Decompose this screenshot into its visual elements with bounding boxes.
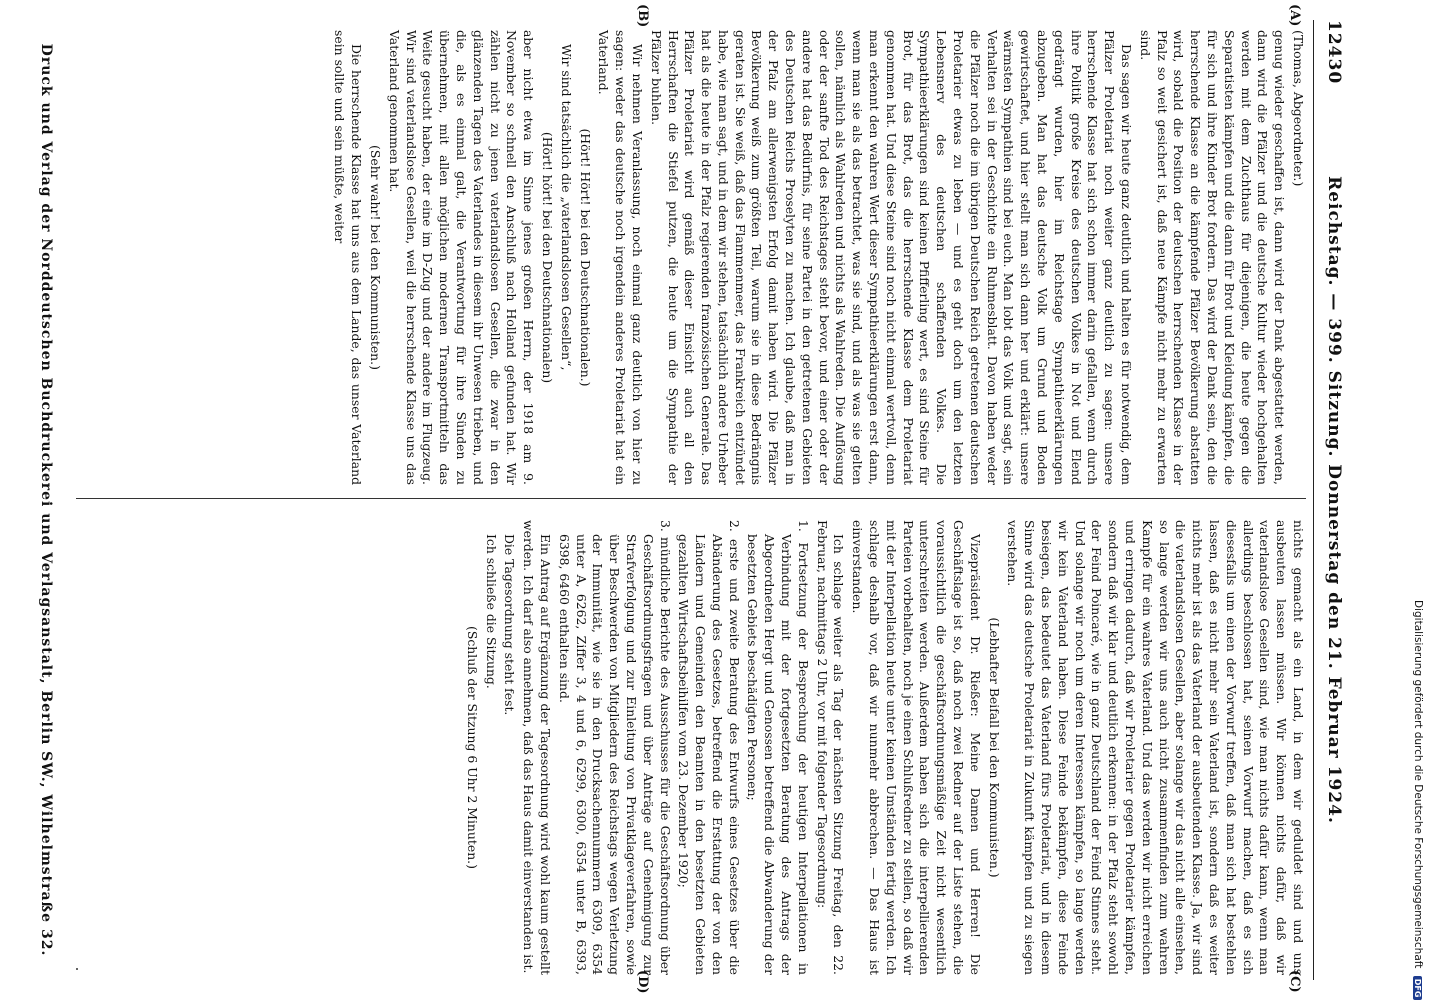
agenda-item: 1. Fortsetzung der Besprechung der heutigen Interpellationen in Verbindung mit der fortgesetzten Beratung des Antrags der Abgeordneten Hergt und Genossen betreffend die Abwanderung der besetzten Gebiets beschädigten Personen;: [745, 520, 811, 975]
paragraph: genug wieder geschaffen ist, dann wird der Dank abgestattet werden, dann wird die Pfälzer und die deutsche Kultur wieder hochgehalten werden mit dem Zuchthaus für diejenigen, die heute gegen die Separatisten kämpfen und die dann für Brot und Kleidung kämpfen, die für sich und ihre Kinder Brot fordern. Das wird der Dank sein, den die herrschende Klasse an die kämpfende Pfälzer Bevölkerung abstatten wird, sobald die Position der deutschen herrschenden Klasse in der Pfalz so weit gesichert ist, daß neue Kämpfe nicht mehr zu erwarten sind.: [1137, 30, 1288, 485]
page-number: 12430: [1324, 20, 1344, 85]
interjection: (Lebhafter Beifall bei den Kommunisten.): [986, 617, 1002, 878]
paragraph: Wir sind tatsächlich die „vaterlandslosen Gesellen“,: [558, 44, 574, 371]
paragraph: Ich schließe die Sitzung.: [483, 534, 499, 689]
agenda-item: 3. mündliche Berichte des Ausschusses für die Geschäftsordnung über Geschäftsordnungsfragen und über Anträge auf Genehmigung zur Strafverfolgung und zur Einleitung von Privatklageverfahren, sowie über Beschwerden von Mitgliedern des Reichstags wegen Verletzung der Immunität, wie sie in den Drucksachennummern 6309, 6354 unter A, 6262, Ziffer 3, 4 und 6, 6299, 6300, 6354 unter B, 6393, 6398, 6460 enthalten sind.: [556, 520, 673, 975]
paragraph: Ein Antrag auf Ergänzung der Tagesordnung wird wohl kaum gestellt werden. Ich darf also annehmen, daß das Haus damit einverstanden ist.: [521, 520, 553, 975]
paragraph: nichts gemacht als ein Land, in dem wir geduldet sind und uns ausbeuten lassen müssen. Wir können nichts dafür, daß wir vaterlandslose Gesellen sind, wie man nichts dafür kann, wenn man allerdings beschlossen hat, seinen Vorwurf machen, daß es sich diesesfalls um einen der Vorwurf treffen, daß man sich hat bestehlen lassen, daß es nicht mehr sein Vaterland ist, sondern daß es weiter nichts mehr ist als das Vaterland der ausbeutenden Klasse. Ja, wir sind die vaterlandslosen Gesellen, aber solange wir das nicht alle einsehen, so lange werden wir uns auch nicht zusammenfinden zum wahren Kampfe für ein wahres Vaterland. Und das werden wir nicht erreichen und erringen dadurch, daß wir Proletarier gegen Proletarier kämpfen, sondern daß wir klar und deutlich erkennen: in der Pfalz steht sowohl der Feind Poincaré, wie in ganz Deutschland der Feind Stinnes steht. Und solange wir noch um deren Interessen kämpfen, so lange werden wir kein Vaterland haben. Diese Feinde bekämpfen, diese Feinde besiegen, das bedeutet das Vaterland fürs Proletariat, und in diesem Sinne wird das deutsche Proletariat in Zukunft kämpfen und zu siegen verstehen.: [1005, 520, 1306, 975]
page-title: Reichstag. — 399. Sitzung. Donnerstag den 21. Februar 1924.: [1324, 176, 1344, 824]
page-header: [1318, 20, 1344, 980]
digitization-sidebar: [1408, 600, 1428, 998]
dfg-logo-icon: DFG: [1413, 976, 1422, 1000]
interjection: (Hört! Hört! bei den Deutschnationalen.): [577, 128, 593, 387]
header-rule: [1313, 20, 1314, 980]
left-column: [329, 30, 1306, 485]
paragraph: Die herrschende Klasse hat uns aus dem Lande, das unser Vaterland sein sollte und sein müßte, weiter: [332, 30, 365, 485]
paragraph: aber nicht etwa im Sinne jenes großen Herrn, der 1918 am 9. November so schnell den Anschluß nach Holland gefunden hat. Wir zählen nicht zu jenen vaterlandslosen Gesellen, die zwar in den glänzenden Tagen des Vaterlandes in diesem ihr Unwesen trieben, und die, als es einmal galt, die Verantwortung für ihre Sünden zu übernehmen, mit allen möglichen modernen Transportmitteln das Weite gesucht haben, der eine im D-Zug und der andere im Flugzeug. Wir sind vaterlandslose Gesellen, weil die herrschende Klasse uns das Vaterland genommen hat.: [386, 30, 537, 485]
paragraph: Das sagen wir heute ganz deutlich und halten es für notwendig, dem Pfälzer Proletariat noch weiter ganz deutlich zu sagen: unsere herrschende Klasse hat sich schon immer darin gefallen, wenn durch ihre Politik große Kreise des deutschen Volkes in Not und Elend gedrängt wurden, hier im Reichstage Sympathieerklärungen abzugeben. Man hat das deutsche Volk um Grund und Boden gewirtschaftet, und hier stellt man sich dann her und erklärt: unsere wärmsten Sympathien sind bei euch. Man lobt das Volk und sagt, sein Verhalten sei in der Geschichte ein Ruhmesblatt. Davon haben weder die Pfälzer noch die im übrigen Deutschen Reich getretenen deutschen Proletarier etwas zu leben — und es geht doch um den letzten Lebensnerv des deutschen schaffenden Volkes. Die Sympathieerklärungen sind keinen Pfifferling wert, es sind Steine für Brot, für das Brot, das die herrschende Klasse dem Proletariat genommen hat. Und diese Steine sind noch nicht einmal wertvoll, denn man erkennt den wahren Wert dieser Sympathieerklärungen erst dann, wenn man sie als das betrachtet, was sie sind, und als was sie gelten sollen, nämlich als Wahlreden und nichts als Wahlreden. Die Auflösung oder der sanfte Tod des Reichstages steht bevor, und einer oder der andere hat das Bedürfnis, für seine Partei in den getretenen Gebieten des Deutschen Reichs Proselyten zu machen. Ich glaube, daß man in der Pfalz am allerwenigsten Erfolg damit haben wird. Die Pfälzer Bevölkerung weiß zum größten Teil, warum sie in diese Bedrängnis geraten ist. Sie weiß, daß das Flammenmeer, das Frankreich entzündet habe, wie man sagt, und in dem wir stehen, tatsächlich andere Urheber hat als die heute in der Pfalz regierenden französischen Generale. Das Pfälzer Proletariat wird gemäß dieser Einsicht auch all den Herrschaften die Stiefel putzen, die heute um die Sympathie der Pfälzer buhlen.: [648, 30, 1135, 485]
interjection: (Sehr wahr! bei den Kommunisten.): [367, 145, 383, 370]
imprint-footer: Druck und Verlag der Norddeutschen Buchdruckerei und Verlagsanstalt, Berlin SW., Wilhelmstraße 32.: [38, 43, 54, 957]
column-divider: [76, 498, 1306, 499]
margin-marker-a: (A): [1287, 4, 1302, 27]
digitization-text: Digitalisierung gefördert durch die Deutsche Forschungsgemeinschaft: [1412, 600, 1424, 969]
margin-marker-b: (B): [635, 4, 650, 28]
speaker-line: (Thomas, Abgeordneter.): [1291, 30, 1306, 187]
interjection: (Hört! hört! bei den Deutschnationalen): [539, 131, 555, 384]
paragraph: Wir nehmen Veranlassung, noch einmal ganz deutlich von hier zu sagen: weder das deutsche noch irgendein anderes Proletariat hat ein Vaterland.: [596, 30, 645, 485]
agenda-item: 2. erste und zweite Beratung des Entwurfs eines Gesetzes über die Abänderung des Gesetzes, betreffend die Erstattung der von den Ländern und Gemeinden den Beamten in den besetzten Gebieten gezahlten Wirtschaftsbeihilfen vom 23. Dezember 1920;: [676, 520, 742, 975]
paragraph: Die Tagesordnung steht fest.: [502, 534, 518, 716]
paragraph: Ich schlage weiter als Tag der nächsten Sitzung Freitag, den 22. Februar, nachmittags 2 Uhr, vor mit folgender Tagesordnung:: [814, 520, 847, 975]
vice-president-statement: Vizepräsident Dr. Rießer: Meine Damen und Herren! Die Geschäftslage ist so, daß noch zwei Redner auf der Liste stehen, die voraussichtlich die geschäftsordnungsmäßige Zeit nicht wesentlich unterschreiten werden. Außerdem haben sich die interpellierenden Parteien vorbehalten, noch je einen Schlußredner zu stellen, so daß wir mit der Interpellation heute unter keinen Umständen fertig werden. Ich schlage deshalb vor, daß wir nunmehr abbrechen. — Das Haus ist einverstanden.: [850, 520, 983, 975]
margin-marker-d: (D): [635, 970, 650, 994]
session-end-note: (Schluß der Sitzung 6 Uhr 2 Minuten.): [464, 626, 480, 869]
digitization-note: [1408, 600, 1424, 998]
margin-marker-c: (C): [1287, 970, 1302, 993]
scan-speck: [76, 968, 78, 970]
right-column: [461, 520, 1306, 975]
